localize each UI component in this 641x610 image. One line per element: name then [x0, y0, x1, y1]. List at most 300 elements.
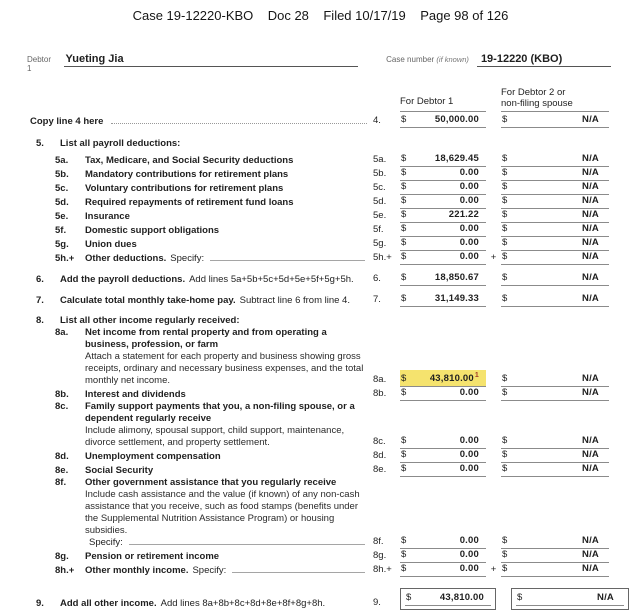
debtor1-amount-field — [400, 563, 486, 577]
case-number-qualifier: (if known) — [436, 55, 469, 64]
debtor2-amount-value: N/A — [582, 387, 599, 398]
debtor2-amount-value: N/A — [582, 209, 599, 220]
form-row — [30, 251, 637, 265]
row-label-text — [60, 138, 373, 150]
amount-cells — [373, 535, 637, 549]
dollar-sign: $ — [517, 592, 523, 603]
amount-column-headers — [30, 87, 637, 112]
amount-line-number: 5a. — [373, 154, 387, 165]
row-label-line — [85, 327, 367, 351]
plus-sign — [486, 285, 501, 286]
row-label-text — [60, 274, 373, 286]
dollar-sign: $ — [502, 449, 508, 460]
debtor2-amount-field — [501, 373, 609, 387]
column-header-debtor1 — [400, 96, 486, 112]
plus-sign — [486, 127, 501, 128]
row-label-text — [85, 465, 373, 477]
row-label-line — [85, 465, 367, 477]
column-header-debtor2-line1: For Debtor 2 or — [501, 87, 566, 98]
row-label-bold: Union dues — [85, 239, 137, 250]
row-label-text — [85, 197, 373, 209]
debtor1-amount-value — [430, 370, 486, 385]
row-label-cell — [30, 451, 373, 463]
form-row — [30, 272, 637, 286]
form-row — [30, 223, 637, 237]
dollar-sign: $ — [401, 293, 407, 304]
row-label-cell — [30, 211, 373, 223]
amount-line-number: 8f. — [373, 536, 384, 547]
row-label-cell — [30, 565, 373, 577]
line-number: 8h.+ — [55, 565, 75, 576]
amount-cells — [373, 588, 637, 610]
row-label-bold: Insurance — [85, 211, 130, 222]
debtor2-amount-field — [501, 293, 609, 307]
debtor1-amount-text: 43,810.00 — [429, 373, 474, 384]
dollar-sign: $ — [502, 272, 508, 283]
form-row — [30, 167, 637, 181]
debtor2-amount-field — [501, 272, 609, 286]
row-label-cell — [30, 253, 373, 265]
specify-blank-line — [129, 544, 365, 545]
specify-blank-line — [232, 572, 365, 573]
dotted-leader-line — [111, 123, 367, 124]
row-label-bold: Net income from rental property and from operating a business, profession, or farm — [85, 327, 327, 350]
dollar-sign: $ — [401, 223, 407, 234]
dollar-sign: $ — [502, 181, 508, 192]
dollar-sign: $ — [401, 153, 407, 164]
dollar-sign: $ — [502, 237, 508, 248]
row-label-cell — [30, 183, 373, 195]
form-row — [30, 195, 637, 209]
dollar-sign: $ — [502, 463, 508, 474]
debtor2-amount-field — [501, 195, 609, 209]
row-label-bold: Other monthly income. — [85, 565, 189, 576]
specify-line — [85, 537, 367, 549]
row-label-line — [85, 225, 367, 237]
amount-line-number: 5h.+ — [373, 252, 392, 263]
row-label-bold: Pension or retirement income — [85, 551, 220, 562]
column-header-debtor1-text: For Debtor 1 — [400, 96, 454, 107]
dollar-sign: $ — [502, 293, 508, 304]
amount-line-number: 4. — [373, 115, 381, 126]
row-description: Attach a statement for each property and business showing gross receipts, ordinary and necessary business expenses, and the total monthly net income. — [85, 351, 364, 386]
line-number: 5h.+ — [55, 253, 75, 264]
plus-sign: + — [490, 564, 497, 575]
row-label-bold: Other deductions. — [85, 253, 167, 264]
row-label-bold: Domestic support obligations — [85, 225, 220, 236]
dollar-sign: $ — [502, 535, 508, 546]
line-number: 8e. — [55, 465, 69, 476]
specify-label: Specify: — [89, 537, 123, 548]
debtor1-amount-value: 0.00 — [459, 167, 479, 178]
footnote-marker: 1 — [474, 371, 479, 379]
dollar-sign: $ — [502, 373, 508, 384]
amount-cells — [373, 181, 637, 195]
row-label-cell — [30, 239, 373, 251]
debtor2-amount-field — [501, 387, 609, 401]
row-label-bold: Add the payroll deductions. — [60, 274, 186, 285]
debtor1-amount-value: 0.00 — [459, 237, 479, 248]
section-heading-row — [30, 137, 637, 150]
dollar-sign: $ — [502, 251, 508, 262]
amount-line-number: 8e. — [373, 464, 387, 475]
dollar-sign: $ — [401, 563, 407, 574]
debtor1-amount-value: 0.00 — [459, 435, 479, 446]
debtor2-amount-field — [501, 209, 609, 223]
amount-line-number: 8a. — [373, 374, 387, 385]
form-row — [30, 477, 637, 549]
debtor2-amount-value: N/A — [582, 549, 599, 560]
column-underline — [400, 111, 486, 112]
row-label-text — [60, 295, 373, 307]
specify-blank-line — [210, 260, 365, 261]
column-header-debtor2 — [501, 87, 609, 112]
debtor1-amount-field — [400, 114, 486, 128]
row-label-line — [85, 169, 367, 181]
debtor2-amount-value: N/A — [582, 293, 599, 304]
amount-cells — [373, 195, 637, 209]
dollar-sign: $ — [401, 373, 407, 384]
debtor2-amount-value: N/A — [582, 463, 599, 474]
dollar-sign: $ — [401, 387, 407, 398]
debtor1-amount-field — [400, 251, 486, 265]
column-underline — [501, 111, 609, 112]
row-label-cell — [30, 551, 373, 563]
row-label-line — [85, 389, 367, 401]
row-label-cell — [30, 315, 373, 327]
amount-cells — [373, 272, 637, 286]
dollar-sign: $ — [401, 435, 407, 446]
line-number: 9. — [36, 598, 44, 609]
debtor2-amount-value: N/A — [582, 435, 599, 446]
column-header-debtor2-line2: non-filing spouse — [501, 98, 573, 109]
debtor1-amount-value: 31,149.33 — [434, 293, 479, 304]
debtor1-amount-field — [405, 592, 491, 606]
amount-cells — [373, 435, 637, 449]
income-form-body — [30, 87, 637, 610]
row-label-line — [60, 138, 367, 150]
debtor1-amount-field — [400, 223, 486, 237]
dollar-sign: $ — [401, 272, 407, 283]
debtor2-amount-value: N/A — [582, 237, 599, 248]
row-label-bold: List all other income regularly received: — [60, 315, 240, 326]
row-label-line — [85, 477, 367, 489]
form-row — [30, 327, 637, 387]
row-label-text — [85, 183, 373, 195]
form-row — [30, 153, 637, 167]
debtor2-amount-value: N/A — [582, 373, 599, 384]
debtor1-amount-field — [400, 153, 486, 167]
row-label-line — [60, 315, 367, 327]
form-row — [30, 237, 637, 251]
line-number: 5g. — [55, 239, 69, 250]
dollar-sign: $ — [401, 449, 407, 460]
debtor1-amount-field — [400, 449, 486, 463]
row-description: Include cash assistance and the value (if known) of any non-cash assistance that you receive, such as food stamps (benefits under the Supplemental Nutrition Assistance Program) or housing subsidies. — [85, 489, 360, 536]
row-label-cell — [30, 295, 373, 307]
row-label-line — [85, 155, 367, 167]
total-amount-box — [511, 588, 629, 610]
debtor1-amount-value: 0.00 — [459, 549, 479, 560]
row-label-cell — [30, 155, 373, 167]
row-label-line — [85, 565, 367, 577]
debtor-name: Yueting Jia — [64, 53, 359, 67]
row-label-text — [85, 239, 373, 251]
amount-line-number: 7. — [373, 294, 381, 305]
debtor2-amount-value: N/A — [582, 153, 599, 164]
debtor1-amount-value: 221.22 — [448, 209, 479, 220]
form-row — [30, 449, 637, 463]
line-number: 5b. — [55, 169, 69, 180]
row-label-cell — [30, 465, 373, 477]
debtor2-amount-field — [501, 463, 609, 477]
row-label-cell — [30, 116, 373, 128]
amount-cells — [373, 223, 637, 237]
plus-sign: + — [490, 252, 497, 263]
debtor1-amount-field — [400, 272, 486, 286]
debtor2-amount-value: N/A — [582, 223, 599, 234]
debtor2-amount-value: N/A — [582, 181, 599, 192]
line-number: 5f. — [55, 225, 67, 236]
amount-line-number: 8d. — [373, 450, 387, 461]
amount-cells — [373, 251, 637, 265]
row-label-bold: Social Security — [85, 465, 154, 476]
row-label-line — [85, 253, 367, 265]
dollar-sign: $ — [401, 114, 407, 125]
row-label-line — [85, 197, 367, 209]
row-label-bold: Required repayments of retirement fund loans — [85, 197, 294, 208]
line-number: 8b. — [55, 389, 69, 400]
amount-line-number: 5f. — [373, 224, 384, 235]
total-amount-box — [400, 588, 496, 610]
amount-line-number: 5d. — [373, 196, 387, 207]
row-label-line — [85, 451, 367, 463]
row-label-text — [30, 116, 373, 128]
row-label-bold: Voluntary contributions for retirement plans — [85, 183, 284, 194]
line-number: 8f. — [55, 477, 67, 488]
row-label-line — [85, 401, 367, 425]
debtor2-amount-value: N/A — [582, 535, 599, 546]
debtor1-amount-value: 0.00 — [459, 195, 479, 206]
row-label-text — [60, 598, 373, 610]
amount-cells — [373, 209, 637, 223]
dollar-sign: $ — [401, 167, 407, 178]
debtor-case-row — [27, 53, 611, 73]
row-label-text — [85, 225, 373, 237]
debtor1-amount-value: 18,629.45 — [434, 153, 479, 164]
debtor1-amount-value: 0.00 — [459, 181, 479, 192]
debtor2-amount-field — [501, 535, 609, 549]
row-label-bold: Other government assistance that you regularly receive — [85, 477, 337, 488]
line-number: 8g. — [55, 551, 69, 562]
debtor-label: Debtor 1 — [27, 55, 52, 73]
row-label-line — [60, 598, 367, 610]
debtor2-amount-value: N/A — [582, 563, 599, 574]
row-label-bold: Add all other income. — [60, 598, 157, 609]
line-number: 5c. — [55, 183, 69, 194]
amount-cells — [373, 463, 637, 477]
plus-sign — [486, 400, 501, 401]
row-label-line — [85, 211, 367, 223]
row-label-line — [60, 295, 367, 307]
line-number: 8c. — [55, 401, 69, 412]
debtor1-amount-value: 50,000.00 — [434, 114, 479, 125]
row-label-bold: Unemployment compensation — [85, 451, 221, 462]
amount-line-number: 8g. — [373, 550, 387, 561]
dollar-sign: $ — [401, 463, 407, 474]
dollar-sign: $ — [502, 549, 508, 560]
dollar-sign: $ — [401, 209, 407, 220]
form-row — [30, 588, 637, 610]
row-label-bold: Tax, Medicare, and Social Security deductions — [85, 155, 294, 166]
line-number: 8a. — [55, 327, 69, 338]
debtor1-amount-field — [400, 463, 486, 477]
debtor1-amount-value: 0.00 — [459, 563, 479, 574]
line-number: 5a. — [55, 155, 69, 166]
row-label-line — [85, 551, 367, 563]
row-label-text — [60, 315, 373, 327]
row-label-text — [85, 551, 373, 563]
line-number: 7. — [36, 295, 44, 306]
form-row — [30, 463, 637, 477]
row-label-bold: Family support payments that you, a non-filing spouse, or a dependent regularly receive — [85, 401, 355, 424]
amount-cells — [373, 237, 637, 251]
row-label-line — [30, 116, 367, 128]
dollar-sign: $ — [401, 237, 407, 248]
amount-line-number: 8b. — [373, 388, 387, 399]
debtor2-amount-field — [501, 549, 609, 563]
row-label-instruction: Add lines 8a+8b+8c+8d+8e+8f+8g+8h. — [160, 598, 326, 609]
amount-line-number: 5b. — [373, 168, 387, 179]
debtor1-amount-field — [400, 209, 486, 223]
debtor2-amount-value: N/A — [582, 114, 599, 125]
debtor1-amount-field — [400, 181, 486, 195]
row-label-cell — [30, 274, 373, 286]
amount-cells — [373, 449, 637, 463]
dollar-sign: $ — [502, 223, 508, 234]
row-label-line — [60, 274, 367, 286]
case-number-label-text: Case number — [386, 55, 435, 64]
row-label-text — [85, 401, 373, 449]
debtor2-amount-field — [501, 153, 609, 167]
dollar-sign: $ — [502, 387, 508, 398]
form-row — [30, 114, 637, 128]
case-caption-header: Case 19-12220-KBO Doc 28 Filed 10/17/19 Page 98 of 126 — [132, 8, 509, 23]
row-label-cell — [30, 197, 373, 209]
plus-sign — [486, 476, 501, 477]
case-number-value: 19-12220 (KBO) — [477, 53, 611, 67]
row-label-bold: Copy line 4 here — [30, 116, 104, 127]
amount-line-number: 8h.+ — [373, 564, 392, 575]
row-description: Include alimony, spousal support, child support, maintenance, divorce settlement, and property settlement. — [85, 425, 345, 448]
row-label-bold: Calculate total monthly take-home pay. — [60, 295, 236, 306]
debtor2-amount-value: N/A — [582, 272, 599, 283]
form-row — [30, 293, 637, 307]
dollar-sign: $ — [502, 153, 508, 164]
form-row — [30, 401, 637, 449]
row-label-instruction: Add lines 5a+5b+5c+5d+5e+5f+5g+5h. — [189, 274, 354, 285]
row-label-text — [85, 327, 373, 387]
debtor2-amount-field — [501, 435, 609, 449]
line-number: 5e. — [55, 211, 69, 222]
row-label-line — [85, 183, 367, 195]
amount-cells — [373, 563, 637, 577]
row-label-text — [85, 211, 373, 223]
debtor1-amount-field — [400, 370, 486, 387]
row-label-text — [85, 477, 373, 549]
debtor2-amount-field — [501, 167, 609, 181]
debtor2-amount-field — [501, 563, 609, 577]
debtor1-amount-field — [400, 237, 486, 251]
line-number: 6. — [36, 274, 44, 285]
debtor2-amount-field — [501, 251, 609, 265]
row-label-cell — [30, 327, 373, 387]
debtor1-amount-field — [400, 167, 486, 181]
row-label-cell — [30, 138, 373, 150]
line-number: 5d. — [55, 197, 69, 208]
row-label-bold: Interest and dividends — [85, 389, 186, 400]
amount-cells — [373, 167, 637, 181]
form-row — [30, 181, 637, 195]
form-row — [30, 549, 637, 563]
debtor1-amount-field — [400, 435, 486, 449]
dollar-sign: $ — [401, 549, 407, 560]
debtor2-amount-field — [516, 592, 624, 606]
section-heading-row — [30, 314, 637, 327]
form-row — [30, 387, 637, 401]
form-row — [30, 563, 637, 577]
debtor1-amount-value: 0.00 — [459, 251, 479, 262]
amount-cells — [373, 153, 637, 167]
amount-line-number: 5c. — [373, 182, 386, 193]
row-label-instruction: Subtract line 6 from line 4. — [239, 295, 350, 306]
amount-line-number: 6. — [373, 273, 381, 284]
row-label-cell — [30, 598, 373, 610]
debtor1-amount-field — [400, 195, 486, 209]
debtor1-amount-field — [400, 535, 486, 549]
debtor1-amount-value: 0.00 — [459, 387, 479, 398]
debtor1-amount-value: 43,810.00 — [439, 592, 484, 603]
plus-sign — [486, 306, 501, 307]
debtor1-amount-value: 18,850.67 — [434, 272, 479, 283]
line-number: 5. — [36, 138, 44, 149]
specify-label: Specify: — [170, 253, 205, 264]
dollar-sign: $ — [502, 563, 508, 574]
debtor2-amount-value: N/A — [597, 592, 614, 603]
debtor2-amount-field — [501, 449, 609, 463]
row-label-text — [85, 155, 373, 167]
case-number-label — [386, 55, 469, 64]
debtor2-amount-field — [501, 237, 609, 251]
row-label-bold: List all payroll deductions: — [60, 138, 181, 149]
row-label-cell — [30, 389, 373, 401]
dollar-sign: $ — [401, 535, 407, 546]
debtor2-amount-value: N/A — [582, 449, 599, 460]
debtor1-amount-field — [400, 293, 486, 307]
debtor2-amount-field — [501, 223, 609, 237]
amount-cells — [373, 387, 637, 401]
dollar-sign: $ — [406, 592, 412, 603]
amount-line-number: 5e. — [373, 210, 387, 221]
debtor1-amount-value: 0.00 — [459, 535, 479, 546]
debtor2-amount-value: N/A — [582, 251, 599, 262]
debtor1-amount-value: 0.00 — [459, 449, 479, 460]
line-number: 8. — [36, 315, 44, 326]
amount-cells — [373, 114, 637, 128]
amount-cells — [373, 293, 637, 307]
amount-line-number: 9. — [373, 597, 381, 608]
row-label-text — [85, 253, 373, 265]
